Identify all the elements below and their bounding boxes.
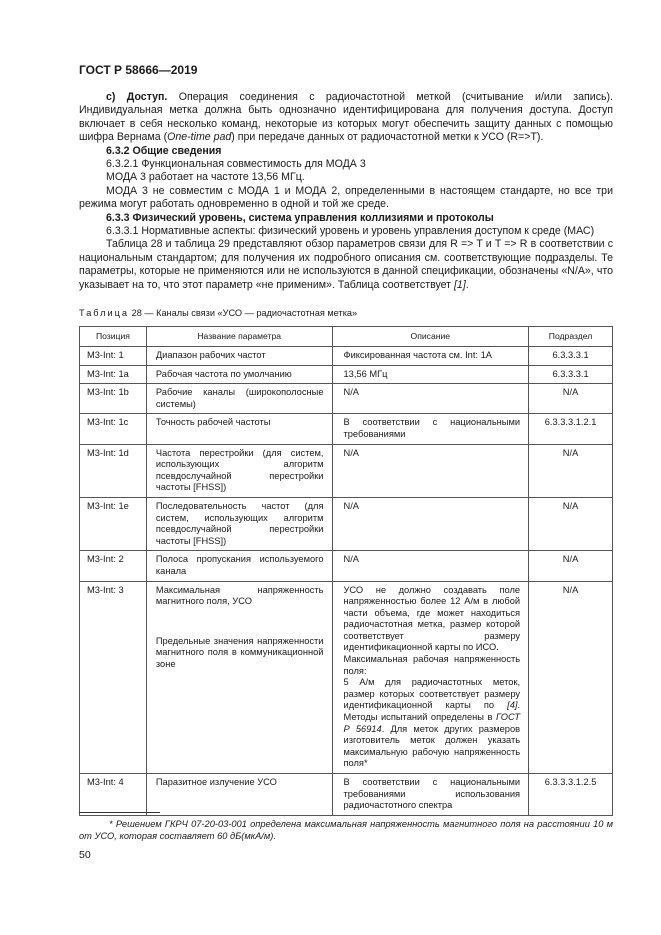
cell-subsection: 6.3.3.3.1.2.5 (529, 774, 613, 816)
cell-description (332, 581, 529, 774)
cell-parameter: Последовательность частот (для систем, использующих алгоритм псевдослучайной перестройки частоты [FHSS]) (146, 497, 332, 550)
cell-parameter: Рабочие каналы (широкополосные системы) (146, 384, 332, 414)
cell-position: M3-Int: 1d (80, 444, 147, 497)
paragraph-access (79, 91, 613, 145)
table-header-row (80, 327, 613, 347)
access-text: Операция соединения с радиочастотной меткой (считывание и/или запись). Индивидуальная метка должна быть однозначно идентифицирована для получения доступа. Доступ включает в себя несколько команд, некоторые из которых могут обеспечить защиту данных с помощью шифра Вернама ( (79, 91, 613, 144)
parameters-table (79, 326, 613, 816)
table-row (80, 551, 613, 581)
paragraph-mode-frequency: МОДА 3 работает на частоте 13,56 МГц. (106, 171, 305, 184)
table-row (80, 347, 613, 366)
cell-description: В соответствии с национальными требованиями использования радиочастотного спектра (332, 774, 529, 816)
desc-text-a: 5 А/м для радиочастотных меток, размер которых соответствует размеру идентификационной карты по (343, 677, 521, 711)
cell-position: M3-Int: 4 (80, 774, 147, 816)
access-tail: ) при передаче данных от радиочастотной метки к УСО (R=>T). (231, 131, 544, 144)
parameter-max-field: Максимальная напряженность магнитного поля, УСО (155, 584, 324, 607)
cell-description: N/A (332, 444, 529, 497)
tables-ref: [1] (453, 278, 466, 291)
cell-parameter: Частота перестройки (для систем, использующих алгоритм псевдослучайной перестройки частоты [FHSS]) (146, 444, 332, 497)
cell-description: N/A (332, 497, 529, 550)
column-header-subsection: Подраздел (529, 327, 613, 347)
description-operating-details (344, 677, 521, 770)
cell-subsection: N/A (529, 497, 613, 550)
table-caption (79, 308, 357, 318)
cell-description: N/A (332, 551, 529, 581)
table-row (80, 365, 613, 384)
cell-position: M3-Int: 1 (80, 347, 147, 366)
cell-subsection: N/A (529, 444, 613, 497)
tables-text: Таблица 28 и таблица 29 представляют обзор параметров связи для R => T и T => R в соответствии с национальным стандартом; для получения их подробного описания см. соответствующие подразделы. Те параметры, которые не применяются или не используются в данной спецификации, обозначены «N/A», что указывает на то, что этот параметр «не применим». Таблица соответствует (79, 238, 613, 291)
cell-parameter: Рабочая частота по умолчанию (146, 365, 332, 384)
description-field-limit: УСО не должно создавать поле напряженностью более 12 А/м в любой части объема, где может находиться радиочастотная метка, размер которой соответствует размеру идентификационной карты по ИСО. (343, 584, 521, 653)
footnote: * Решением ГКРЧ 07-20-03-001 определена максимальная напряженность магнитного поля на расстоянии 10 м от УСО, которая составляет 60 дБ(мкА/м). (79, 819, 613, 841)
footnote-separator (79, 812, 160, 813)
cell-position: M3-Int: 1b (80, 384, 147, 414)
description-max-operating: Максимальная рабочая напряженность поля: (343, 654, 521, 676)
cell-subsection: 6.3.3.3.1.2.1 (529, 414, 613, 444)
column-header-parameter: Название параметра (146, 327, 332, 347)
body-text (79, 91, 613, 292)
paragraph-6331: 6.3.3.1 Нормативные аспекты: физический уровень и уровень управления доступом к среде (МАС) (106, 225, 595, 238)
table-row (80, 581, 613, 774)
cell-subsection: 6.3.3.3.1 (529, 347, 613, 366)
table-row (80, 497, 613, 550)
document-header: ГОСТ Р 58666—2019 (79, 63, 198, 77)
cell-parameter: Точность рабочей частоты (146, 414, 332, 444)
table-row (80, 774, 613, 816)
desc-gost-ref: ГОСТ Р 56914 (343, 712, 521, 734)
cell-position: M3-Int: 3 (80, 581, 147, 774)
cell-subsection: N/A (529, 551, 613, 581)
cell-position: M3-Int: 1a (80, 365, 147, 384)
table-row (80, 414, 613, 444)
cell-subsection: N/A (529, 384, 613, 414)
desc-ref-4: [4] (507, 700, 518, 711)
cell-parameter (146, 581, 332, 774)
cell-description: 13,56 МГц (332, 365, 529, 384)
cell-position: M3-Int: 1e (80, 497, 147, 550)
cell-description: N/A (332, 384, 529, 414)
caption-label: Таблица (79, 308, 130, 318)
cell-subsection: 6.3.3.3.1 (529, 365, 613, 384)
desc-text-c: . Методы испытаний определены в (343, 700, 521, 723)
section-heading-633: 6.3.3 Физический уровень, система управления коллизиями и протоколы (106, 211, 494, 224)
cell-description: В соответствии с национальными требованиями (332, 414, 529, 444)
cell-description: Фиксированная частота см. Int: 1A (332, 347, 529, 366)
parameter-field-limits: Предельные значения напряженности магнитного поля в коммуникационной зоне (155, 635, 324, 669)
tables-end: . (465, 278, 469, 291)
column-header-position: Позиция (80, 327, 147, 347)
cell-position: M3-Int: 1c (80, 414, 147, 444)
access-term: с) Доступ. (106, 91, 168, 103)
table-row (80, 384, 613, 414)
section-heading-632: 6.3.2 Общие сведения (106, 144, 222, 157)
cell-parameter: Диапазон рабочих частот (146, 347, 332, 366)
cell-parameter: Полоса пропускания используемого канала (146, 551, 332, 581)
paragraph-6321: 6.3.2.1 Функциональная совместимость для МОДА 3 (106, 158, 366, 171)
page-number: 50 (79, 849, 91, 861)
paragraph-tables-overview (79, 238, 613, 292)
cell-subsection: N/A (529, 581, 613, 774)
cell-parameter: Паразитное излучение УСО (146, 774, 332, 816)
access-italic: One-time pad (167, 131, 232, 144)
table-row (80, 444, 613, 497)
desc-text-e: . Для меток других размеров изготовитель меток должен указать максимальную рабочую напряженность поля* (343, 723, 521, 769)
cell-position: M3-Int: 2 (80, 551, 147, 581)
column-header-description: Описание (332, 327, 529, 347)
caption-text: 28 — Каналы связи «УСО — радиочастотная метка» (129, 308, 358, 318)
paragraph-mode-compat: МОДА 3 не совместим с МОДА 1 и МОДА 2, определенными в настоящем стандарте, но все три режима могут работать одновременно в одной и той же среде. (79, 184, 613, 211)
